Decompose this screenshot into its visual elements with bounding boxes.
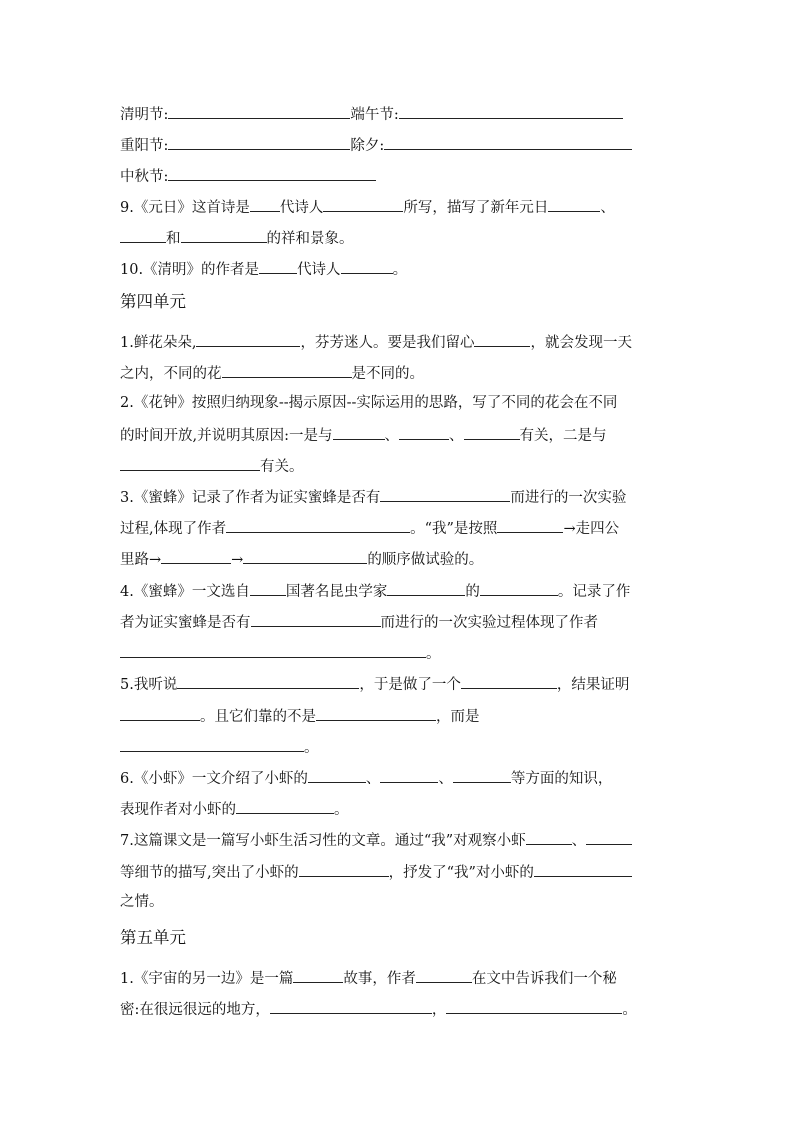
u4q4-text-g: 。 <box>426 646 441 662</box>
u4q3-blank-3[interactable] <box>497 517 563 533</box>
u4q5-text-a: 5.我听说 <box>120 677 178 693</box>
u4q5-blank-1[interactable] <box>177 673 359 689</box>
u4q3-text-c: 过程,体现了作者 <box>120 521 227 537</box>
u4q2-text-f: 有关。 <box>260 459 304 475</box>
q10-line <box>120 258 407 280</box>
u4q5-line-3 <box>120 736 319 758</box>
u4q2-blank-3[interactable] <box>464 424 520 440</box>
u4q5-text-c: ，结果证明 <box>556 677 630 693</box>
q10-text-c: 。 <box>392 262 408 278</box>
q9-text-d: 、 <box>600 200 615 216</box>
u4q3-text-e: →走四公 <box>563 521 620 537</box>
blank-duanwu[interactable] <box>399 103 623 119</box>
u4q6-text-c: 、 <box>438 771 453 787</box>
q9-blank-poet[interactable] <box>323 196 403 212</box>
u4q5-text-f: 。 <box>304 740 319 756</box>
u4q3-blank-5[interactable] <box>243 548 367 564</box>
unit5-heading: 第五单元 <box>120 928 186 947</box>
u4q2-text-a: 2.《花钟》按照归纳现象--揭示原因--实际运用的思路，写了不同的花会在不同 <box>120 395 618 411</box>
u4q4-line-2 <box>120 611 598 633</box>
u4q7-blank-2[interactable] <box>586 829 632 845</box>
festival-row-2 <box>120 134 632 156</box>
q9-blank-2[interactable] <box>120 227 166 243</box>
unit4-heading: 第四单元 <box>120 292 186 311</box>
u4q4-line-1 <box>120 580 630 602</box>
u4q2-line-2 <box>120 424 607 446</box>
u4q5-text-e: ，而是 <box>436 709 480 725</box>
label-chuxi: 除夕: <box>350 138 385 154</box>
u4q6-text-d: 等方面的知识， <box>510 771 613 787</box>
q9-blank-dynasty[interactable] <box>250 196 280 212</box>
q9-text-e: 和 <box>166 231 181 247</box>
u5q1-line-1 <box>120 967 617 989</box>
q9-text-c: 所写，描写了新年元日 <box>403 200 549 216</box>
q9-line-1 <box>120 196 615 218</box>
u4q6-line-1 <box>120 767 612 789</box>
blank-qingming[interactable] <box>168 103 350 119</box>
u4q2-blank-4[interactable] <box>120 455 260 471</box>
u4q2-text-d: 、 <box>449 428 464 444</box>
u4q4-blank-country[interactable] <box>250 580 286 596</box>
u4q5-blank-5[interactable] <box>120 736 304 752</box>
u4q6-blank-4[interactable] <box>236 798 334 814</box>
u4q3-text-a: 3.《蜜蜂》记录了作者为证实蜜蜂是否有 <box>120 490 381 506</box>
blank-zhongqiu[interactable] <box>168 165 376 181</box>
u4q5-line-2 <box>120 705 480 727</box>
u4q2-line-1 <box>120 393 617 413</box>
q9-text-b: 代诗人 <box>279 200 324 216</box>
u4q4-text-b: 国著名昆虫学家 <box>285 584 388 600</box>
q9-line-2 <box>120 227 354 249</box>
u4q1-text-c: ，就会发现一天 <box>530 335 632 351</box>
u4q3-line-2 <box>120 517 619 539</box>
u4q3-text-h: 的顺序做试验的。 <box>367 552 484 568</box>
u5q1-text-c: 在文中告诉我们一个秘 <box>471 971 617 987</box>
u4q4-text-c: 的 <box>465 584 480 600</box>
u4q4-blank-book[interactable] <box>480 580 558 596</box>
u4q6-text-b: 、 <box>365 771 381 787</box>
u4q2-blank-2[interactable] <box>399 424 449 440</box>
u4q7-text-d: ，抒发了“我”对小虾的 <box>388 865 534 881</box>
u4q6-text-f: 。 <box>334 802 349 818</box>
q10-blank-poet[interactable] <box>341 258 393 274</box>
u4q4-text-a: 4.《蜜蜂》一文选自 <box>120 584 250 600</box>
u4q7-text-a: 7.这篇课文是一篇写小虾生活习性的文章。通过“我”对观察小虾 <box>120 833 526 849</box>
u4q4-blank-1[interactable] <box>251 611 381 627</box>
u4q3-text-g: → <box>231 552 244 568</box>
u4q1-text-d: 之内，不同的花 <box>120 366 222 382</box>
u4q3-text-b: 而进行的一次实验 <box>510 490 627 506</box>
u4q3-line-3 <box>120 548 483 570</box>
u4q6-blank-2[interactable] <box>380 767 438 783</box>
u4q1-blank-2[interactable] <box>474 331 530 347</box>
u4q5-text-b: ，于是做了一个 <box>359 677 461 693</box>
u4q4-blank-2[interactable] <box>120 642 426 658</box>
u5q1-blank-4[interactable] <box>446 998 622 1014</box>
u4q2-text-b: 的时间开放,并说明其原因:一是与 <box>120 428 333 444</box>
u5q1-blank-2[interactable] <box>416 967 472 983</box>
u4q1-text-a: 1.鲜花朵朵, <box>120 335 197 351</box>
u4q2-text-c: 、 <box>384 428 399 444</box>
u4q6-line-2 <box>120 798 349 820</box>
u4q4-line-3 <box>120 642 441 664</box>
q10-text-b: 代诗人 <box>297 262 341 278</box>
u4q7-blank-4[interactable] <box>534 861 632 877</box>
u4q5-line-1 <box>120 673 629 695</box>
q9-text-a: 9.《元日》这首诗是 <box>120 200 250 216</box>
u4q2-text-e: 有关，二是与 <box>519 428 607 444</box>
blank-chuxi[interactable] <box>384 134 632 150</box>
u5q1-text-e: ， <box>431 1002 447 1018</box>
q10-blank-dynasty[interactable] <box>259 258 297 274</box>
u5q1-blank-1[interactable] <box>293 967 343 983</box>
u4q6-blank-3[interactable] <box>453 767 511 783</box>
u5q1-text-d: 密:在很远很远的地方， <box>120 1002 270 1018</box>
u4q4-text-d: 。记录了作 <box>557 584 631 600</box>
u4q2-line-3 <box>120 455 304 477</box>
u4q4-text-e: 者为证实蜜蜂是否有 <box>120 615 251 631</box>
q9-text-f: 的祥和景象。 <box>266 231 354 247</box>
u4q3-blank-1[interactable] <box>380 486 510 502</box>
u4q7-line-3 <box>120 892 164 912</box>
u4q5-blank-3[interactable] <box>120 705 200 721</box>
label-zhongqiu: 中秋节: <box>120 169 169 185</box>
u4q7-blank-3[interactable] <box>299 861 389 877</box>
u4q3-blank-4[interactable] <box>161 548 231 564</box>
u4q7-line-1 <box>120 829 632 851</box>
u4q2-blank-1[interactable] <box>333 424 385 440</box>
u5q1-line-2 <box>120 998 637 1020</box>
u5q1-text-f: 。 <box>622 1002 637 1018</box>
u5q1-text-b: 故事，作者 <box>343 971 416 987</box>
u4q3-text-f: 里路→ <box>120 552 162 568</box>
festival-row-1 <box>120 103 623 125</box>
u4q3-line-1 <box>120 486 626 508</box>
q9-blank-3[interactable] <box>181 227 267 243</box>
u4q5-text-d: 。且它们靠的不是 <box>200 709 316 725</box>
u4q7-text-e: 之情。 <box>120 894 164 910</box>
u4q1-line-1 <box>120 331 632 353</box>
u5q1-blank-3[interactable] <box>270 998 432 1014</box>
u4q7-text-b: 、 <box>571 833 587 849</box>
label-chongyang: 重阳节: <box>120 138 169 154</box>
u4q7-line-2 <box>120 861 632 883</box>
festival-row-3 <box>120 165 376 187</box>
u4q6-blank-1[interactable] <box>308 767 366 783</box>
blank-chongyang[interactable] <box>168 134 350 150</box>
u4q3-blank-2[interactable] <box>226 517 410 533</box>
u4q4-blank-scientist[interactable] <box>387 580 465 596</box>
label-qingming: 清明节: <box>120 107 169 123</box>
u4q5-blank-2[interactable] <box>461 673 557 689</box>
u4q5-blank-4[interactable] <box>316 705 436 721</box>
u4q4-text-f: 而进行的一次实验过程体现了作者 <box>380 615 598 631</box>
u4q3-text-d: 。“我”是按照 <box>410 521 498 537</box>
q9-blank-1[interactable] <box>548 196 600 212</box>
label-duanwu: 端午节: <box>350 107 399 123</box>
u4q7-blank-1[interactable] <box>526 829 572 845</box>
u4q6-text-e: 表现作者对小虾的 <box>120 802 236 818</box>
u5q1-text-a: 1.《宇宙的另一边》是一篇 <box>120 971 294 987</box>
u4q6-text-a: 6.《小虾》一文介绍了小虾的 <box>120 771 308 787</box>
u4q1-text-b: ，芬芳迷人。要是我们留心 <box>300 335 475 351</box>
u4q1-blank-1[interactable] <box>196 331 300 347</box>
u4q1-line-2 <box>120 362 424 384</box>
u4q1-text-e: 是不同的。 <box>351 366 424 382</box>
u4q7-text-c: 等细节的描写,突出了小虾的 <box>120 865 299 881</box>
q10-text-a: 10.《清明》的作者是 <box>120 262 260 278</box>
u4q1-blank-3[interactable] <box>222 362 352 378</box>
